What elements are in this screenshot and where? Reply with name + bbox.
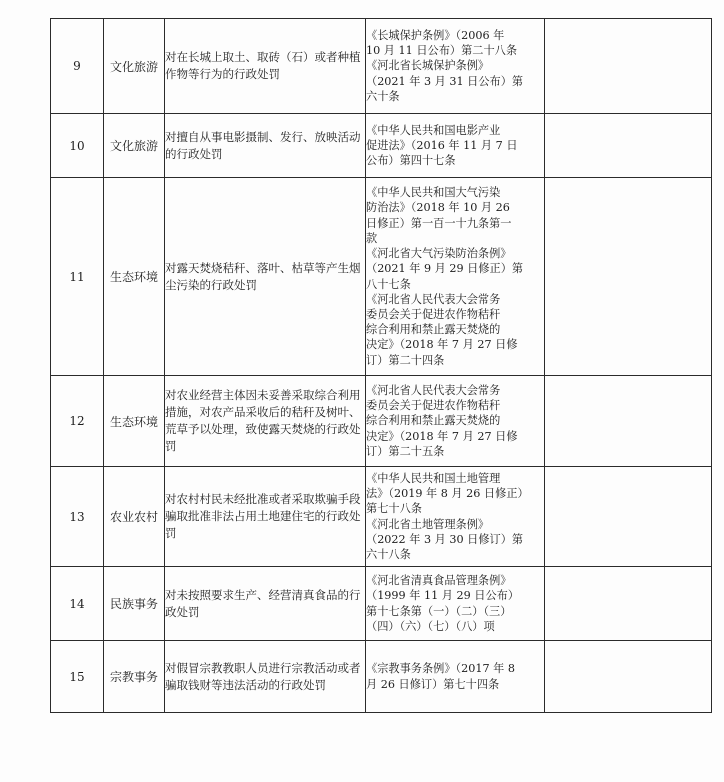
basis-line: 《长城保护条例》（2006 年 — [366, 28, 505, 42]
basis-line: 第十七条第（一）（二）（三） — [366, 604, 512, 618]
basis-line: 10 月 11 日公布）第二十八条 — [366, 44, 518, 58]
table-row — [51, 641, 712, 713]
basis-line: 订）第二十四条 — [366, 353, 445, 367]
row-remarks — [545, 467, 712, 567]
table-row — [51, 19, 712, 114]
row-remarks — [545, 641, 712, 713]
row-category: 文化旅游 — [104, 114, 165, 178]
basis-line: 防治法》（2018 年 10 月 26 — [366, 201, 510, 215]
row-category: 宗教事务 — [104, 641, 165, 713]
row-remarks — [545, 376, 712, 467]
basis-line: 日修正）第一百一十九条第一 — [366, 216, 512, 230]
basis-line: 八十七条 — [366, 277, 411, 291]
basis-line: （2021 年 9 月 29 日修正）第 — [366, 262, 524, 276]
basis-line: 公布）第四十七条 — [366, 154, 456, 168]
row-legal-basis — [366, 567, 545, 641]
basis-line: 款 — [366, 231, 378, 245]
row-remarks — [545, 178, 712, 376]
row-action: 对擅自从事电影摄制、发行、放映活动的行政处罚 — [165, 114, 366, 178]
basis-line: 《河北省人民代表大会常务 — [366, 383, 501, 397]
row-action: 对假冒宗教教职人员进行宗教活动或者骗取钱财等违法活动的行政处罚 — [165, 641, 366, 713]
basis-line: 《河北省土地管理条例》 — [366, 517, 490, 531]
row-remarks — [545, 19, 712, 114]
row-legal-basis — [366, 376, 545, 467]
basis-line: 委员会关于促进农作物秸秆 — [366, 399, 501, 413]
table-row — [51, 114, 712, 178]
row-remarks — [545, 567, 712, 641]
basis-line: 法》（2019 年 8 月 26 日修正） — [366, 487, 529, 501]
table-row — [51, 376, 712, 467]
table-row — [51, 178, 712, 376]
basis-line: 月 26 日修订）第七十四条 — [366, 677, 500, 691]
row-action: 对未按照要求生产、经营清真食品的行政处罚 — [165, 567, 366, 641]
basis-line: （2021 年 3 月 31 日公布）第 — [366, 74, 524, 88]
basis-line: 六十条 — [366, 89, 400, 103]
basis-line: 第七十八条 — [366, 502, 422, 516]
basis-line: 委员会关于促进农作物秸秆 — [366, 307, 501, 321]
basis-line: 《河北省人民代表大会常务 — [366, 292, 501, 306]
table-row — [51, 567, 712, 641]
basis-line: 《中华人民共和国电影产业 — [366, 123, 501, 137]
basis-line: 《河北省大气污染防治条例》 — [366, 247, 512, 261]
basis-line: 《河北省清真食品管理条例》 — [366, 574, 512, 588]
row-category: 生态环境 — [104, 178, 165, 376]
basis-line: 综合利用和禁止露天焚烧的 — [366, 414, 501, 428]
row-action: 对在长城上取土、取砖（石）或者种植作物等行为的行政处罚 — [165, 19, 366, 114]
row-number: 13 — [51, 467, 104, 567]
row-legal-basis — [366, 641, 545, 713]
row-category: 生态环境 — [104, 376, 165, 467]
row-action: 对农村村民未经批准或者采取欺骗手段骗取批准非法占用土地建住宅的行政处罚 — [165, 467, 366, 567]
basis-line: 决定》（2018 年 7 月 27 日修 — [366, 429, 518, 443]
basis-line: 促进法》（2016 年 11 月 7 日 — [366, 138, 518, 152]
basis-line: 《河北省长城保护条例》 — [366, 59, 490, 73]
table-row — [51, 467, 712, 567]
row-category: 农业农村 — [104, 467, 165, 567]
row-action: 对农业经营主体因未妥善采取综合利用措施，对农产品采收后的秸秆及树叶、荒草予以处理，致使露天焚烧的行政处罚 — [165, 376, 366, 467]
row-action: 对露天焚烧秸秆、落叶、枯草等产生烟尘污染的行政处罚 — [165, 178, 366, 376]
basis-line: 决定》（2018 年 7 月 27 日修 — [366, 338, 518, 352]
row-remarks — [545, 114, 712, 178]
row-number: 15 — [51, 641, 104, 713]
row-number: 11 — [51, 178, 104, 376]
basis-line: 六十八条 — [366, 547, 411, 561]
row-number: 9 — [51, 19, 104, 114]
basis-line: （2022 年 3 月 30 日修订）第 — [366, 532, 524, 546]
basis-line: 《宗教事务条例》（2017 年 8 — [366, 662, 515, 676]
row-category: 民族事务 — [104, 567, 165, 641]
basis-line: （1999 年 11 月 29 日公布） — [366, 589, 520, 603]
row-legal-basis — [366, 114, 545, 178]
penalty-table — [50, 18, 712, 713]
basis-line: 《中华人民共和国土地管理 — [366, 471, 501, 485]
row-category: 文化旅游 — [104, 19, 165, 114]
row-number: 12 — [51, 376, 104, 467]
row-number: 14 — [51, 567, 104, 641]
row-legal-basis — [366, 19, 545, 114]
basis-line: （四）（六）（七）（八）项 — [366, 619, 495, 633]
basis-line: 《中华人民共和国大气污染 — [366, 186, 501, 200]
basis-line: 订）第二十五条 — [366, 444, 445, 458]
row-legal-basis — [366, 178, 545, 376]
row-number: 10 — [51, 114, 104, 178]
basis-line: 综合利用和禁止露天焚烧的 — [366, 323, 501, 337]
row-legal-basis — [366, 467, 545, 567]
